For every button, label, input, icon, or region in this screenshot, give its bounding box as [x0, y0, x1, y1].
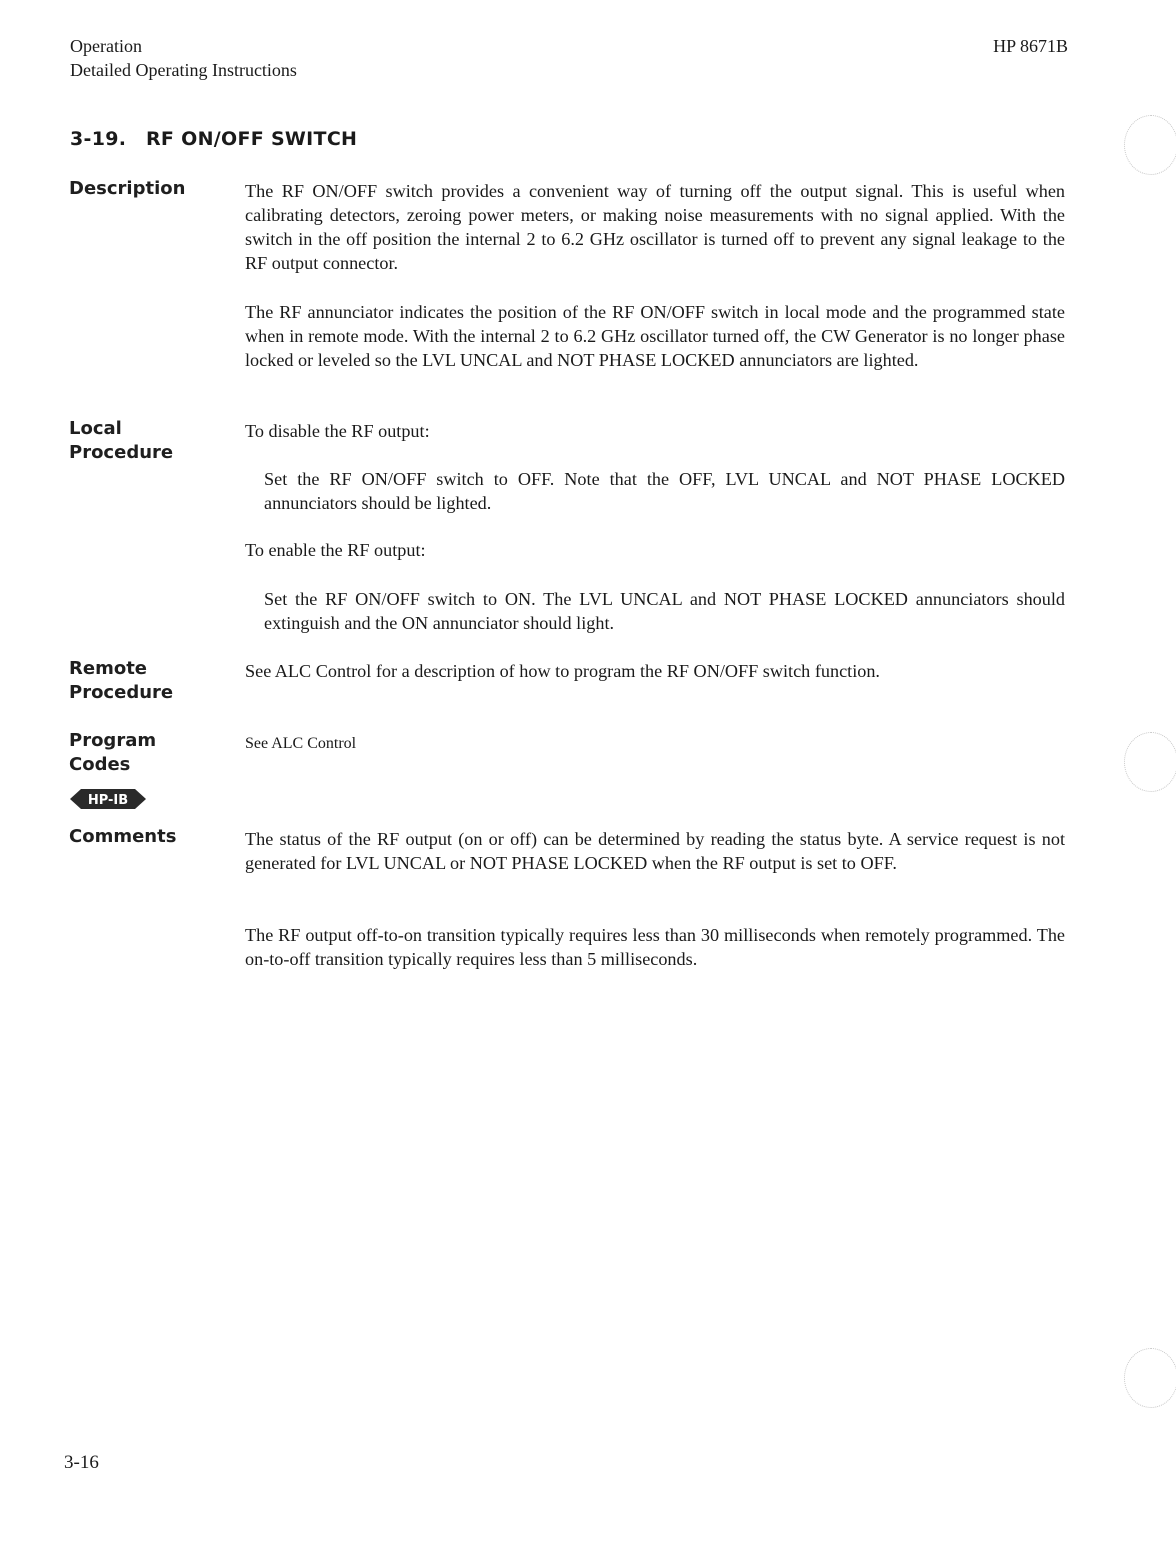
header-section: Operation: [70, 36, 142, 56]
description-label: Description: [69, 178, 186, 199]
enable-step: Set the RF ON/OFF switch to ON. The LVL UNCAL and NOT PHASE LOCKED annunciators should extinguish and the ON annunciator should light.: [264, 589, 1065, 633]
program-label-line2: Codes: [69, 754, 131, 775]
comments-paragraph-1: The status of the RF output (on or off) can be determined by reading the status byte. A service request is not generated for LVL UNCAL or NOT PHASE LOCKED when the RF output is set to OFF.: [245, 829, 1065, 873]
comments-paragraph-2: The RF output off-to-on transition typically requires less than 30 milliseconds when remotely programmed. The on-to-off transition typically requires less than 5 milliseconds.: [245, 925, 1065, 969]
local-label-line2: Procedure: [69, 442, 174, 463]
remote-label-line1: Remote: [69, 658, 148, 679]
description-paragraph-2: The RF annunciator indicates the position of the RF ON/OFF switch in local mode and the programmed state when in remote mode. With the internal 2 to 6.2 GHz oscillator turned off, the CW Generator is no longer phase locked or leveled so the LVL UNCAL and NOT PHASE LOCKED annunciators are lighted.: [245, 302, 1065, 370]
section-title: RF ON/OFF SWITCH: [146, 128, 358, 150]
binder-hole-top: [1124, 115, 1176, 175]
section-heading: [70, 128, 357, 150]
program-label-line1: Program: [69, 730, 157, 751]
header-subsection: Detailed Operating Instructions: [70, 60, 297, 80]
running-header: [70, 34, 297, 82]
binder-hole-middle: [1124, 732, 1176, 792]
description-paragraph-1: The RF ON/OFF switch provides a convenient way of turning off the output signal. This is useful when calibrating detectors, zeroing power meters, or making noise measurements with no signal applied. With the switch in the off position the internal 2 to 6.2 GHz oscillator is turned off to prevent any signal leakage to the RF output connector.: [245, 181, 1065, 273]
program-codes-label: [69, 729, 219, 777]
binder-hole-bottom: [1124, 1348, 1176, 1408]
header-model: HP 8671B: [993, 36, 1068, 56]
remote-procedure-label: [69, 657, 219, 705]
disable-intro: To disable the RF output:: [245, 421, 430, 441]
comments-label: Comments: [69, 826, 177, 847]
hp-ib-logo-icon: [70, 788, 146, 810]
local-label-line1: Local: [69, 418, 122, 439]
enable-intro: To enable the RF output:: [245, 540, 426, 560]
svg-text:HP-IB: HP-IB: [87, 793, 129, 808]
remote-procedure-text: See ALC Control for a description of how to program the RF ON/OFF switch function.: [245, 661, 880, 681]
local-procedure-label: [69, 417, 219, 465]
section-number: 3-19.: [70, 128, 127, 150]
page-number: 3-16: [64, 1452, 99, 1473]
remote-label-line2: Procedure: [69, 682, 174, 703]
program-codes-text: See ALC Control: [245, 735, 357, 752]
disable-step: Set the RF ON/OFF switch to OFF. Note that the OFF, LVL UNCAL and NOT PHASE LOCKED annunciators should be lighted.: [264, 469, 1065, 513]
